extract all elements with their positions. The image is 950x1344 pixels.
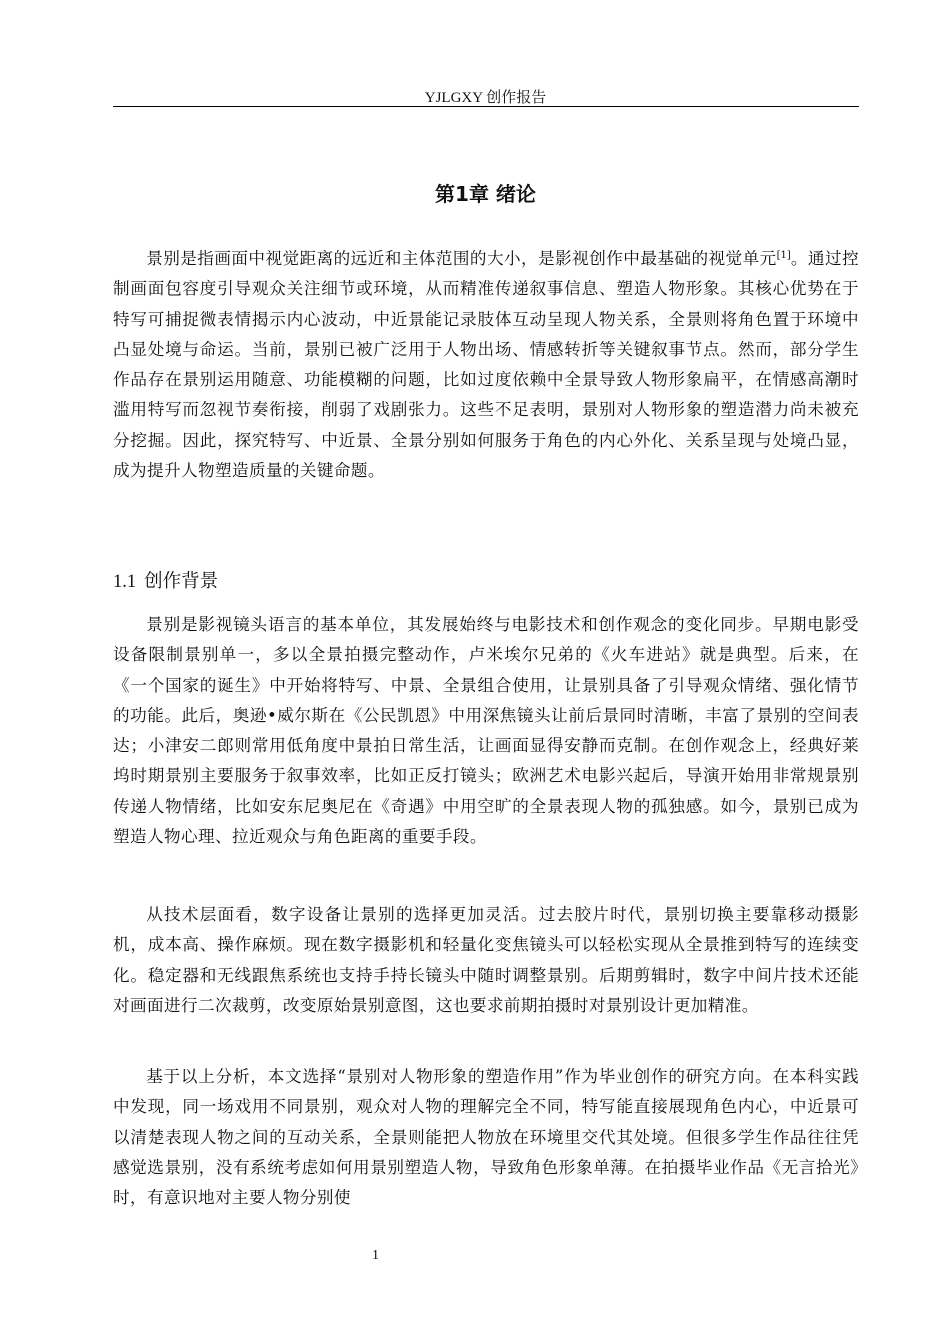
section-number: 1.1 xyxy=(113,572,137,592)
background-paragraph-3: 基于以上分析，本文选择“景别对人物形象的塑造作用”作为毕业创作的研究方向。在本科实践中发现，同一场戏用不同景别，观众对人物的理解完全不同，特写能直接展现角色内心，中近景可以清楚表现人物之间的互动关系，全景则能把人物放在环境里交代其处境。但很多学生作品往往凭感觉选景别，没有系统考虑如何用景别塑造人物，导致角色形象单薄。在拍摄毕业作品《无言拾光》时，有意识地对主要人物分别使 xyxy=(113,1067,859,1208)
intro-text-part-1: 景别是指画面中视觉距离的远近和主体范围的大小，是影视创作中最基础的视觉单元 xyxy=(146,249,777,268)
header-rule xyxy=(113,106,859,107)
intro-text-part-2: 。通过控制画面包容度引导观众关注细节或环境，从而精准传递叙事信息、塑造人物形象。其核心优势在于特写可捕捉微表情揭示内心波动，中近景能记录肢体互动呈现人物关系，全景则将角色置于环境中凸显处境与命运。当前，景别已被广泛用于人物出场、情感转折等关键叙事节点。然而，部分学生作品存在景别运用随意、功能模糊的问题，比如过度依赖中全景导致人物形象扁平，在情感高潮时滥用特写而忽视节奏衔接，削弱了戏剧张力。这些不足表明，景别对人物形象的塑造潜力尚未被充分挖掘。因此，探究特写、中近景、全景分别如何服务于角色的内心外化、关系呈现与处境凸显，成为提升人物塑造质量的关键命题。 xyxy=(113,249,859,481)
citation-reference[interactable]: [1] xyxy=(776,250,791,261)
section-title: 创作背景 xyxy=(144,571,219,592)
intro-paragraph xyxy=(113,244,859,486)
section-heading xyxy=(113,567,218,597)
page-number: 1 xyxy=(372,1248,379,1263)
background-paragraph-2: 从技术层面看，数字设备让景别的选择更加灵活。过去胶片时代，景别切换主要靠移动摄影机，成本高、操作麻烦。现在数字摄影机和轻量化变焦镜头可以轻松实现从全景推到特写的连续变化。稳定器和无线跟焦系统也支持手持长镜头中随时调整景别。后期剪辑时，数字中间片技术还能对画面进行二次裁剪，改变原始景别意图，这也要求前期拍摄时对景别设计更加精准。 xyxy=(113,905,859,1015)
chapter-title: 第1章 绪论 xyxy=(435,182,536,206)
running-header: YJLGXY 创作报告 xyxy=(424,90,547,106)
background-paragraph-1: 景别是影视镜头语言的基本单位，其发展始终与电影技术和创作观念的变化同步。早期电影受设备限制景别单一，多以全景拍摄完整动作，卢米埃尔兄弟的《火车进站》就是典型。后来，在《一个国家的诞生》中开始将特写、中景、全景组合使用，让景别具备了引导观众情绪、强化情节的功能。此后，奥逊•威尔斯在《公民凯恩》中用深焦镜头让前后景同时清晰，丰富了景别的空间表达；小津安二郎则常用低角度中景拍日常生活，让画面显得安静而克制。在创作观念上，经典好莱坞时期景别主要服务于叙事效率，比如正反打镜头；欧洲艺术电影兴起后，导演开始用非常规景别传递人物情绪，比如安东尼奥尼在《奇遇》中用空旷的全景表现人物的孤独感。如今，景别已成为塑造人物心理、拉近观众与角色距离的重要手段。 xyxy=(113,615,859,847)
